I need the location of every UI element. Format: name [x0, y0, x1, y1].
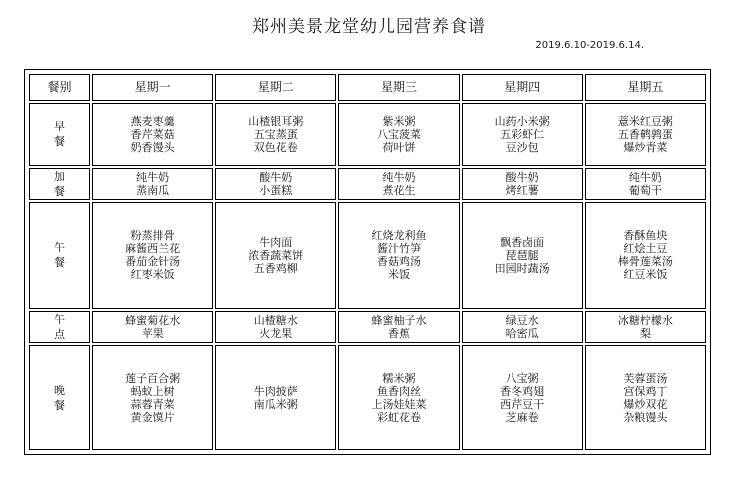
- dish-item: 酱汁竹笋: [376, 242, 421, 256]
- dish-item: 香酥鱼块: [623, 229, 668, 243]
- dish-item: 荷叶饼: [382, 140, 416, 154]
- menu-cell: [92, 103, 213, 166]
- dish-item: 粉蒸排骨: [130, 229, 175, 243]
- dish-item: 五彩虾仁: [500, 127, 545, 141]
- menu-cell: [92, 345, 213, 450]
- dish-item: 牛肉披萨: [253, 384, 298, 398]
- dish-item: 蒸南瓜: [136, 183, 170, 197]
- menu-cell: [215, 202, 336, 309]
- dish-item: 糯米粥: [382, 371, 416, 385]
- dish-item: 红烩土豆: [623, 242, 668, 256]
- dish-item: 酸牛奶: [505, 170, 539, 184]
- menu-cell: [215, 311, 336, 343]
- dish-item: 香菇鸡汤: [376, 255, 421, 269]
- meal-label-char: 午: [54, 312, 65, 326]
- dish-item: 南瓜米粥: [253, 397, 298, 411]
- dish-item: 绿豆水: [505, 313, 539, 327]
- dish-item: 红豆米饭: [623, 268, 668, 282]
- dish-item: 香冬鸡翅: [500, 384, 545, 398]
- dish-item: 西芹豆干: [500, 397, 545, 411]
- dish-item: 八宝菠菜: [376, 127, 421, 141]
- dish-item: 山药小米粥: [494, 114, 550, 128]
- dish-item: 八宝粥: [505, 371, 539, 385]
- dish-item: 小蛋糕: [259, 183, 293, 197]
- meal-row-breakfast: [29, 103, 706, 166]
- dish-item: 牛肉面: [259, 235, 293, 249]
- dish-item: 冰糖柠檬水: [617, 313, 673, 327]
- dish-item: 薏米红豆粥: [617, 114, 673, 128]
- dish-item: 蜂蜜菊花水: [125, 313, 181, 327]
- dish-item: 米饭: [387, 268, 410, 282]
- dish-item: 浓香蔬菜饼: [248, 248, 304, 262]
- meal-label-cell: [29, 168, 90, 200]
- meal-row-morning-snack: [29, 168, 706, 200]
- meal-label-cell: [29, 202, 90, 309]
- menu-cell: [215, 168, 336, 200]
- dish-item: 蒜蓉青菜: [130, 397, 175, 411]
- menu-cell: [92, 311, 213, 343]
- meal-label-char: 晚: [54, 383, 65, 397]
- meal-label-char: 点: [54, 327, 65, 341]
- menu-table-frame: [24, 69, 711, 455]
- menu-cell: [92, 168, 213, 200]
- menu-cell: [338, 103, 459, 166]
- dish-item: 豆沙包: [505, 140, 539, 154]
- dish-item: 烤红薯: [505, 183, 539, 197]
- dish-item: 鱼香肉丝: [376, 384, 421, 398]
- menu-cell: [462, 345, 583, 450]
- menu-cell: [585, 168, 706, 200]
- header-row: [29, 74, 706, 101]
- dish-item: 香蕉: [387, 326, 410, 340]
- menu-cell: [92, 202, 213, 309]
- dish-item: 宫保鸡丁: [623, 384, 668, 398]
- dish-item: 红烧龙利鱼: [371, 229, 427, 243]
- dish-item: 莲子百合粥: [125, 371, 181, 385]
- meal-label-char: 午: [54, 241, 65, 255]
- menu-cell: [338, 202, 459, 309]
- dish-item: 梨: [639, 326, 651, 340]
- dish-item: 苹果: [141, 326, 164, 340]
- menu-cell: [338, 345, 459, 450]
- dish-item: 杂粮馒头: [623, 410, 668, 424]
- dish-item: 上汤娃娃菜: [371, 397, 427, 411]
- dish-item: 黄金馍片: [130, 410, 175, 424]
- meal-label-char: 餐: [54, 398, 65, 412]
- dish-item: 哈密瓜: [505, 326, 539, 340]
- menu-cell: [585, 345, 706, 450]
- header-day-thursday: 星期四: [462, 74, 583, 101]
- dish-item: 双色花卷: [253, 140, 298, 154]
- dish-item: 纯牛奶: [136, 170, 170, 184]
- dish-item: 紫米粥: [382, 114, 416, 128]
- menu-cell: [585, 202, 706, 309]
- date-range: 2019.6.10-2019.6.14.: [535, 40, 644, 51]
- dish-item: 五香鸡柳: [253, 261, 298, 275]
- dish-item: 麻酱西兰花: [125, 242, 181, 256]
- dish-item: 山楂糖水: [253, 313, 298, 327]
- dish-item: 爆炒双花: [623, 397, 668, 411]
- dish-item: 番茄金针汤: [125, 255, 181, 269]
- dish-item: 彩虹花卷: [376, 410, 421, 424]
- menu-cell: [462, 311, 583, 343]
- meal-row-dinner: [29, 345, 706, 450]
- dish-item: 五宝蒸蛋: [253, 127, 298, 141]
- header-meal: 餐别: [29, 74, 90, 101]
- dish-item: 棒骨莲菜汤: [617, 255, 673, 269]
- dish-item: 蚂蚁上树: [130, 384, 175, 398]
- dish-item: 纯牛奶: [628, 170, 662, 184]
- header-day-monday: 星期一: [92, 74, 213, 101]
- meal-label-char: 餐: [54, 184, 65, 198]
- dish-item: 奶香馒头: [130, 140, 175, 154]
- menu-cell: [462, 168, 583, 200]
- menu-cell: [215, 345, 336, 450]
- meal-label-cell: [29, 311, 90, 343]
- dish-item: 田园时蔬汤: [494, 261, 550, 275]
- dish-item: 飘香卤面: [500, 235, 545, 249]
- dish-item: 纯牛奶: [382, 170, 416, 184]
- meal-row-lunch: [29, 202, 706, 309]
- dish-item: 爆炒青菜: [623, 140, 668, 154]
- dish-item: 山楂银耳粥: [248, 114, 304, 128]
- meal-label-cell: [29, 103, 90, 166]
- dish-item: 蜂蜜柚子水: [371, 313, 427, 327]
- menu-cell: [585, 103, 706, 166]
- dish-item: 红枣米饭: [130, 268, 175, 282]
- meal-label-char: 餐: [54, 135, 65, 149]
- menu-cell: [462, 202, 583, 309]
- dish-item: 火龙果: [259, 326, 293, 340]
- meal-row-afternoon-snack: [29, 311, 706, 343]
- header-day-friday: 星期五: [585, 74, 706, 101]
- menu-cell: [215, 103, 336, 166]
- header-day-tuesday: 星期二: [215, 74, 336, 101]
- meal-label-char: 早: [54, 120, 65, 134]
- dish-item: 燕麦枣羹: [130, 114, 175, 128]
- meal-label-char: 餐: [54, 256, 65, 270]
- dish-item: 芙蓉蛋汤: [623, 371, 668, 385]
- header-day-wednesday: 星期三: [338, 74, 459, 101]
- menu-cell: [585, 311, 706, 343]
- dish-item: 香芹菜菇: [130, 127, 175, 141]
- menu-cell: [338, 168, 459, 200]
- dish-item: 芝麻卷: [505, 410, 539, 424]
- meal-label-cell: [29, 345, 90, 450]
- page-title: 郑州美景龙堂幼儿园营养食谱: [252, 17, 486, 37]
- dish-item: 五香鹌鹑蛋: [617, 127, 673, 141]
- dish-item: 葡萄干: [628, 183, 662, 197]
- menu-cell: [338, 311, 459, 343]
- meal-label-char: 加: [54, 169, 65, 183]
- dish-item: 琵琶腿: [505, 248, 539, 262]
- dish-item: 酸牛奶: [259, 170, 293, 184]
- dish-item: 煮花生: [382, 183, 416, 197]
- menu-cell: [462, 103, 583, 166]
- menu-table: [27, 72, 708, 452]
